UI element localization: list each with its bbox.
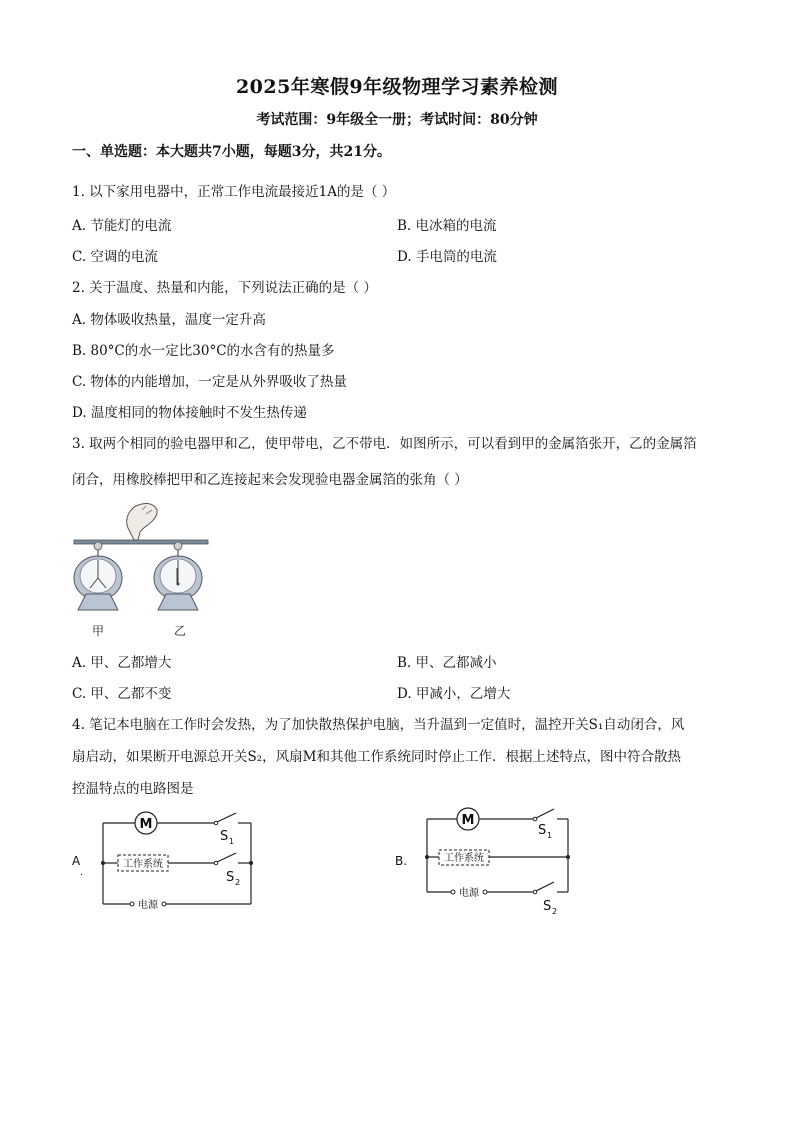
q3-option-b: B. 甲、乙都减小 (397, 655, 497, 671)
switch-s2-icon (536, 882, 554, 891)
electroscope-yi (154, 542, 202, 610)
power-terminal-icon (451, 890, 455, 894)
q1-option-b: B. 电冰箱的电流 (397, 218, 497, 234)
circuit-b-option-label: B. (395, 854, 408, 868)
circuit-a-motor: M (139, 817, 153, 832)
q4-stem-line3: 控温特点的电路图是 (72, 781, 194, 797)
section-heading: 一、单选题：本大题共7小题，每题3分，共21分。 (72, 144, 391, 160)
label-yi: 乙 (173, 624, 187, 638)
q2-option-d: D. 温度相同的物体接触时不发生热传递 (72, 405, 307, 421)
power-terminal-icon (130, 902, 134, 906)
q1-stem: 1. 以下家用电器中，正常工作电流最接近1A的是（ ） (72, 184, 396, 200)
circuit-a-s2: S (226, 870, 235, 885)
q1-option-a: A. 节能灯的电流 (72, 218, 172, 234)
q1-option-c: C. 空调的电流 (72, 249, 158, 265)
q3-stem-line2: 闭合，用橡胶棒把甲和乙连接起来会发现验电器金属箔的张角（ ） (72, 472, 468, 488)
circuit-diagram-a (68, 806, 268, 918)
electroscope-figure (68, 498, 218, 640)
q2-option-a: A. 物体吸收热量，温度一定升高 (72, 312, 266, 328)
q2-option-c: C. 物体的内能增加，一定是从外界吸收了热量 (72, 374, 347, 390)
q1-option-d: D. 手电筒的电流 (397, 249, 497, 265)
circuit-b-s2: S (543, 899, 552, 914)
circuit-a-s1-sub: 1 (229, 837, 235, 846)
circuit-a-system: 工作系统 (123, 859, 163, 870)
circuit-diagram-b (393, 800, 593, 920)
circuit-a-power: 电源 (138, 900, 158, 911)
q3-option-d: D. 甲减小，乙增大 (397, 686, 511, 702)
q4-stem-line2: 扇启动，如果断开电源总开关S₂，风扇M和其他工作系统同时停止工作．根据上述特点，图中符合散热 (72, 749, 681, 765)
hand-icon (127, 504, 157, 540)
q2-stem: 2. 关于温度、热量和内能，下列说法正确的是（ ） (72, 280, 377, 296)
q3-option-c: C. 甲、乙都不变 (72, 686, 172, 702)
q4-stem-line1: 4. 笔记本电脑在工作时会发热，为了加快散热保护电脑，当升温到一定值时，温控开关S₁自动闭合，风 (72, 717, 685, 733)
circuit-a-s2-sub: 2 (235, 878, 241, 887)
label-jia: 甲 (91, 624, 105, 638)
q3-stem-line1: 3. 取两个相同的验电器甲和乙，使甲带电，乙不带电．如图所示，可以看到甲的金属箔张开，乙的金属箔 (72, 436, 697, 452)
circuit-b-motor: M (461, 813, 475, 828)
switch-s1-icon (217, 813, 236, 822)
switch-s1-icon (536, 809, 554, 818)
q2-option-b: B. 80°C的水一定比30°C的水含有的热量多 (72, 343, 335, 359)
circuit-b-system: 工作系统 (444, 853, 484, 864)
circuit-b-s2-sub: 2 (552, 907, 558, 916)
circuit-b-s1: S (538, 823, 547, 838)
electroscope-jia (74, 542, 122, 610)
rubber-rod (74, 540, 208, 544)
circuit-b-power: 电源 (459, 888, 479, 899)
circuit-b-s1-sub: 1 (547, 831, 553, 840)
exam-info: 考试范围：9年级全一册；考试时间：80分钟 (256, 112, 538, 128)
page-title: 2025年寒假9年级物理学习素养检测 (235, 76, 559, 98)
svg-text:.: . (80, 867, 84, 878)
q3-option-a: A. 甲、乙都增大 (72, 655, 172, 671)
circuit-a-s1: S (220, 829, 229, 844)
switch-s2-icon (217, 853, 236, 862)
circuit-a-option-label: A (72, 854, 81, 868)
